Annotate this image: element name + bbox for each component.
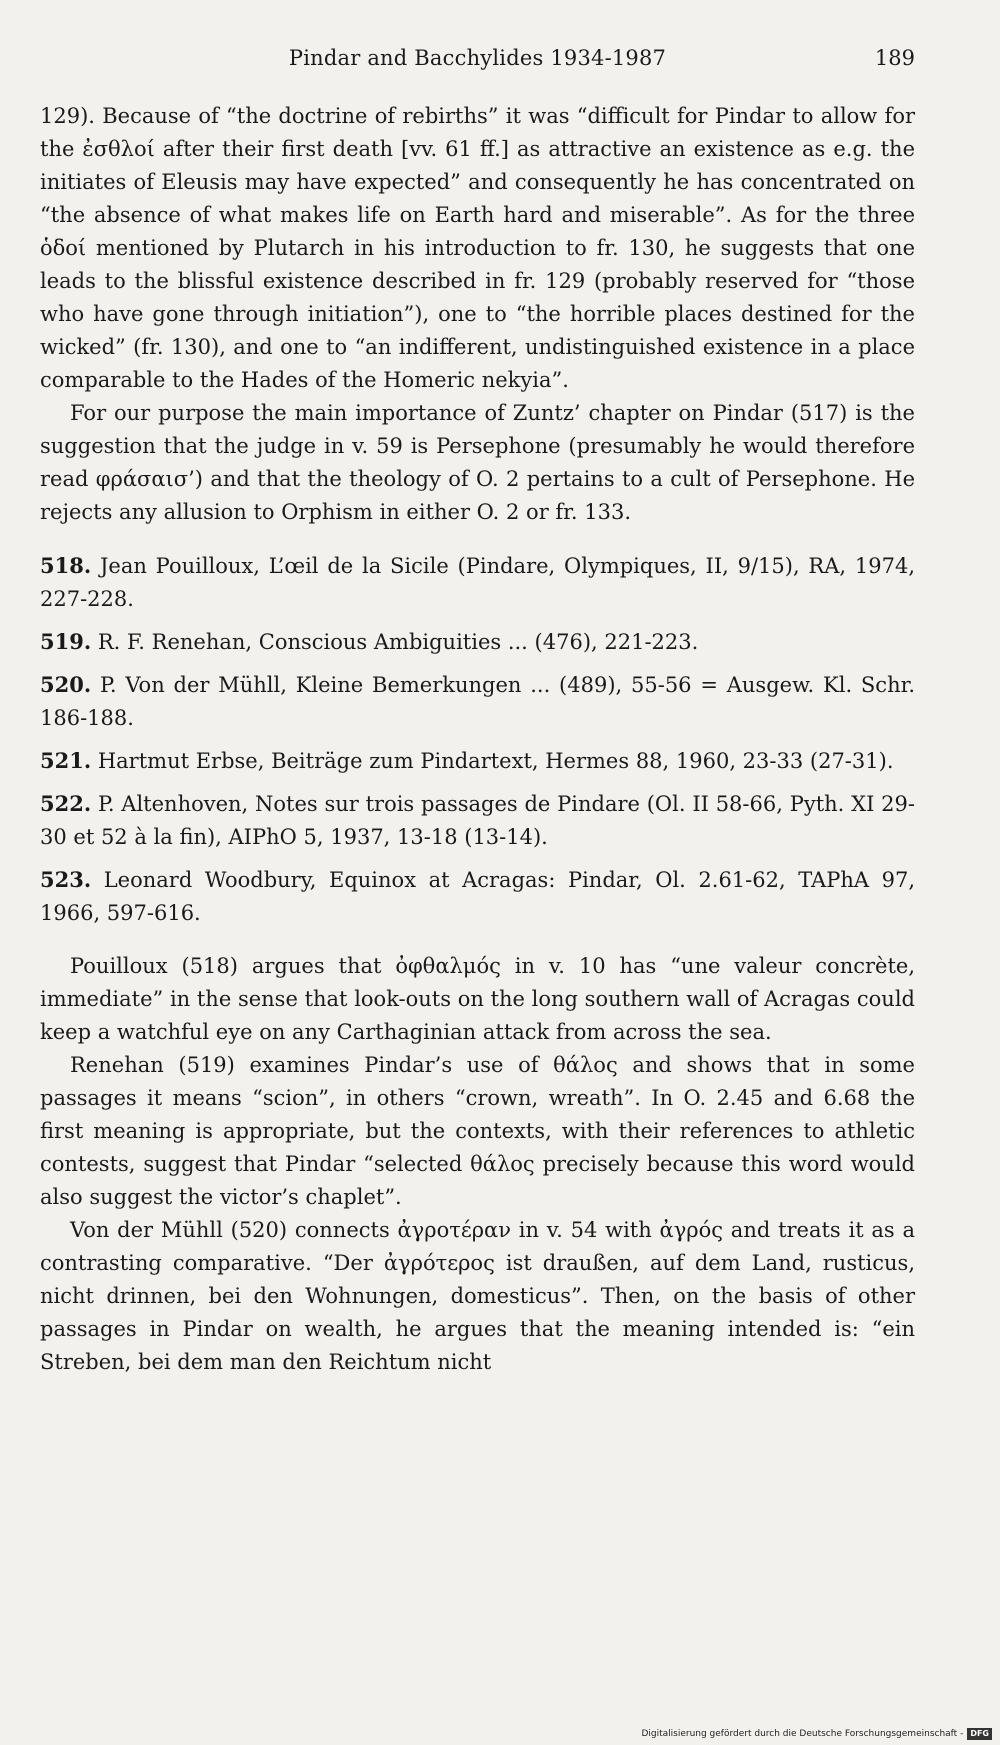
bibliography-entry	[40, 668, 915, 735]
entry-text: P. Altenhoven, Notes sur trois passages de Pindare (Ol. II 58-66, Pyth. XI 29-30 et 52 à la fin), AIPhO 5, 1937, 13-18 (13-14).	[40, 792, 915, 849]
entry-number: 518.	[40, 553, 92, 578]
entry-text: Leonard Woodbury, Equinox at Acragas: Pindar, Ol. 2.61-62, TAPhA 97, 1966, 597-616.	[40, 868, 915, 925]
footer-credit: Digitalisierung gefördert durch die Deutsche Forschungsgemeinschaft -	[641, 1729, 964, 1739]
bibliography-entry	[40, 787, 915, 854]
entry-number: 521.	[40, 748, 92, 773]
entry-number: 519.	[40, 629, 92, 654]
entry-text: P. Von der Mühll, Kleine Bemerkungen ... (489), 55-56 = Ausgew. Kl. Schr. 186-188.	[40, 673, 915, 730]
page-header	[40, 46, 915, 78]
paragraph: Von der Mühll (520) connects ἀγροτέραν in v. 54 with ἀγρός and treats it as a contrasting comparative. “Der ἀγρότερος ist draußen, auf dem Land, rusticus, nicht drinnen, bei den Wohnungen, domesticus”. Then, on the basis of other passages in Pindar on wealth, he argues that the meaning intended is: “ein Streben, bei dem man den Reichtum nicht	[40, 1218, 915, 1374]
running-title: Pindar and Bacchylides 1934-1987	[288, 46, 667, 70]
digitization-footer	[641, 1727, 992, 1741]
bibliography-entry	[40, 625, 915, 659]
body-text	[40, 100, 915, 1379]
paragraph: Renehan (519) examines Pindar’s use of θάλος and shows that in some passages it means “scion”, in others “crown, wreath”. In O. 2.45 and 6.68 the first meaning is appropriate, but the contexts, with their references to athletic contests, suggest that Pindar “selected θάλος precisely because this word would also suggest the victor’s chaplet”.	[40, 1053, 915, 1209]
bibliography-entry	[40, 863, 915, 930]
entry-number: 523.	[40, 867, 92, 892]
dfg-logo: DFG	[967, 1728, 992, 1740]
entry-number: 520.	[40, 672, 92, 697]
entry-text: Hartmut Erbse, Beiträge zum Pindartext, Hermes 88, 1960, 23-33 (27-31).	[97, 749, 894, 773]
paragraph: For our purpose the main importance of Zuntz’ chapter on Pindar (517) is the suggestion that the judge in v. 59 is Persephone (presumably he would therefore read φράσαισ’) and that the theology of O. 2 pertains to a cult of Persephone. He rejects any allusion to Orphism in either O. 2 or fr. 133.	[40, 401, 915, 524]
entry-number: 522.	[40, 791, 92, 816]
entry-text: R. F. Renehan, Conscious Ambiguities ... (476), 221-223.	[97, 630, 699, 654]
bibliography-entry	[40, 549, 915, 616]
entry-text: Jean Pouilloux, L’œil de la Sicile (Pindare, Olympiques, II, 9/15), RA, 1974, 227-228.	[40, 554, 915, 611]
page-number: 189	[874, 46, 915, 70]
paragraph: Pouilloux (518) argues that ὀφθαλμός in v. 10 has “une valeur concrète, immediate” in the sense that look-outs on the long southern wall of Acragas could keep a watchful eye on any Carthaginian attack from across the sea.	[40, 954, 915, 1044]
bibliography-entry	[40, 744, 915, 778]
paragraph: 129). Because of “the doctrine of rebirths” it was “difficult for Pindar to allow for the ἐσθλοί after their first death [vv. 61 ff.] as attractive an existence as e.g. the initiates of Eleusis may have expected” and consequently he has concentrated on “the absence of what makes life on Earth hard and miserable”. As for the three ὁδοί mentioned by Plutarch in his introduction to fr. 130, he suggests that one leads to the blissful existence described in fr. 129 (probably reserved for “those who have gone through initiation”), one to “the horrible places destined for the wicked” (fr. 130), and one to “an indifferent, undistinguished existence in a place comparable to the Hades of the Homeric nekyia”.	[40, 104, 915, 392]
